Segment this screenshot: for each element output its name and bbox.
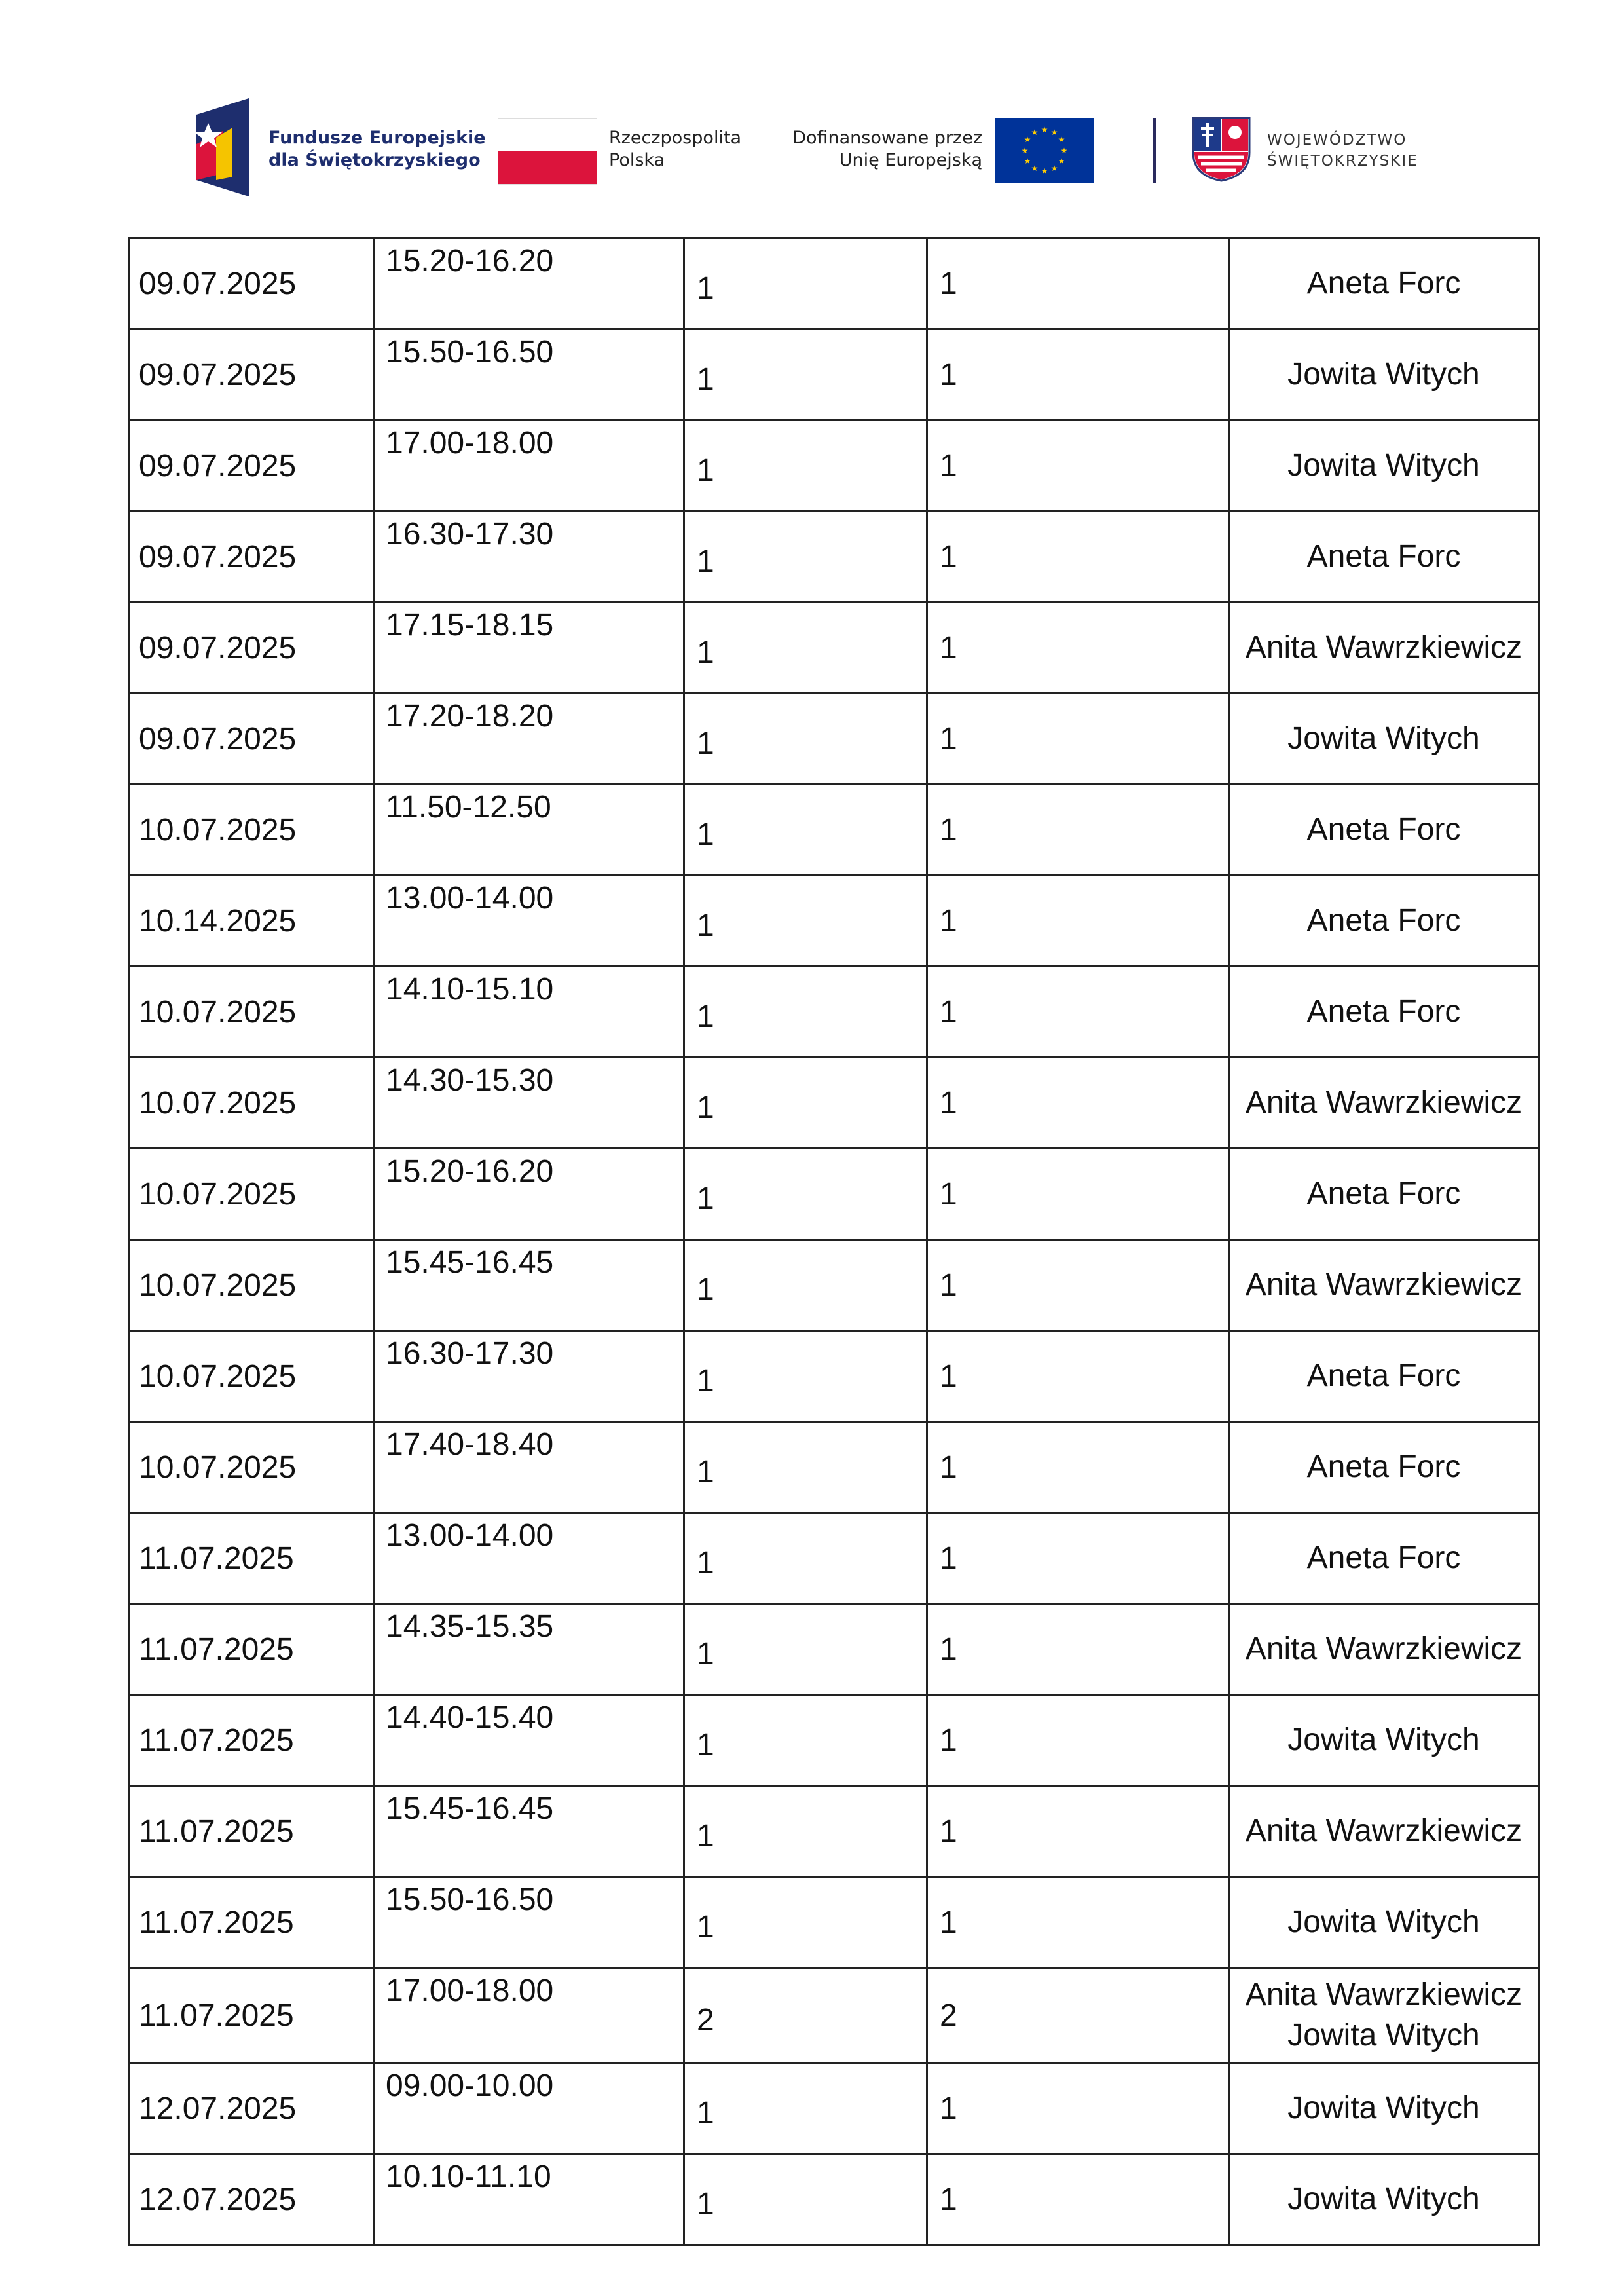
count-cell-2: 1	[927, 420, 1229, 512]
count-cell-2: 1	[927, 2154, 1229, 2245]
staff-name-cell	[1229, 876, 1539, 967]
staff-name: Anita Wawrzkiewicz	[1245, 630, 1522, 665]
date-cell: 10.07.2025	[129, 1149, 375, 1240]
count-cell-2: 1	[927, 512, 1229, 603]
table-row	[129, 1513, 1539, 1604]
count-cell-2: 1	[927, 1786, 1229, 1877]
date-cell: 09.07.2025	[129, 512, 375, 603]
staff-name: Anita Wawrzkiewicz	[1245, 1085, 1522, 1120]
date-cell: 11.07.2025	[129, 1695, 375, 1786]
table-row	[129, 876, 1539, 967]
staff-name-cell	[1229, 694, 1539, 785]
time-cell	[375, 512, 684, 603]
fundusze-europejskie-logo	[196, 98, 486, 196]
wojewodztwo-swietokrzyskie-logo	[1192, 117, 1441, 189]
svg-text:★: ★	[1041, 166, 1048, 176]
svg-text:★: ★	[1021, 146, 1029, 155]
table-row	[129, 329, 1539, 420]
staff-name: Jowita Witych	[1287, 2182, 1480, 2216]
staff-name-cell	[1229, 512, 1539, 603]
sw-logo-line1: WOJEWÓDZTWO	[1267, 132, 1407, 149]
staff-name-cell	[1229, 1786, 1539, 1877]
fe-flag-icon	[196, 98, 255, 196]
count-cell: 1	[684, 420, 927, 512]
svg-text:★: ★	[1050, 128, 1058, 137]
eu-flag-icon	[995, 118, 1094, 183]
eu-logo-text	[786, 127, 982, 172]
count-cell-2: 1	[927, 876, 1229, 967]
svg-text:★: ★	[1031, 128, 1039, 137]
time-cell	[375, 1513, 684, 1604]
time-range: 17.20-18.20	[386, 699, 554, 734]
count-cell: 1	[684, 1240, 927, 1331]
date-cell: 11.07.2025	[129, 1513, 375, 1604]
count-cell: 1	[684, 785, 927, 876]
count-cell: 1	[684, 1422, 927, 1513]
staff-name: Aneta Forc	[1306, 1176, 1461, 1211]
time-cell	[375, 238, 684, 329]
table-row	[129, 1240, 1539, 1331]
date-cell: 12.07.2025	[129, 2154, 375, 2245]
staff-name-cell	[1229, 785, 1539, 876]
count-cell-2: 1	[927, 1604, 1229, 1695]
fe-logo-line2: dla Świętokrzyskiego	[268, 150, 481, 170]
time-cell	[375, 967, 684, 1058]
date-cell: 10.07.2025	[129, 967, 375, 1058]
staff-name-cell	[1229, 1877, 1539, 1968]
date-cell: 10.07.2025	[129, 1058, 375, 1149]
date-cell: 10.07.2025	[129, 785, 375, 876]
date-cell: 10.07.2025	[129, 1331, 375, 1422]
time-cell	[375, 2063, 684, 2154]
time-range: 14.40-15.40	[386, 1700, 554, 1735]
time-range: 15.20-16.20	[386, 244, 554, 278]
count-cell: 1	[684, 1786, 927, 1877]
count-cell-2: 1	[927, 1149, 1229, 1240]
staff-name: Jowita Witych	[1287, 2018, 1480, 2053]
eu-logo-line2: Unię Europejską	[839, 150, 982, 170]
time-range: 14.30-15.30	[386, 1063, 554, 1098]
svg-text:★: ★	[1058, 135, 1065, 144]
staff-name-cell	[1229, 1422, 1539, 1513]
date-cell: 09.07.2025	[129, 238, 375, 329]
staff-name: Anita Wawrzkiewicz	[1245, 1632, 1522, 1666]
time-cell	[375, 785, 684, 876]
time-cell	[375, 329, 684, 420]
time-range: 15.45-16.45	[386, 1245, 554, 1280]
count-cell: 1	[684, 1331, 927, 1422]
count-cell: 1	[684, 2154, 927, 2245]
time-range: 11.50-12.50	[386, 790, 551, 825]
time-range: 13.00-14.00	[386, 1518, 554, 1553]
time-cell	[375, 1240, 684, 1331]
count-cell: 1	[684, 1604, 927, 1695]
date-cell: 10.14.2025	[129, 876, 375, 967]
table-row	[129, 1695, 1539, 1786]
count-cell-2: 1	[927, 1877, 1229, 1968]
coat-of-arms-icon	[1192, 117, 1251, 182]
staff-name: Jowita Witych	[1287, 1723, 1480, 1757]
table-row	[129, 1058, 1539, 1149]
staff-name: Aneta Forc	[1306, 539, 1461, 574]
staff-name-cell	[1229, 1058, 1539, 1149]
count-cell: 1	[684, 1877, 927, 1968]
staff-name: Anita Wawrzkiewicz	[1245, 1814, 1522, 1848]
time-cell	[375, 876, 684, 967]
time-cell	[375, 694, 684, 785]
date-cell: 09.07.2025	[129, 603, 375, 694]
staff-name: Jowita Witych	[1287, 448, 1480, 483]
date-cell: 11.07.2025	[129, 1604, 375, 1695]
table-row	[129, 603, 1539, 694]
schedule-table	[128, 237, 1540, 2246]
time-range: 16.30-17.30	[386, 517, 554, 551]
date-cell: 10.07.2025	[129, 1422, 375, 1513]
staff-name-cell	[1229, 420, 1539, 512]
schedule-table-body	[129, 238, 1539, 2245]
svg-text:★: ★	[1031, 164, 1039, 173]
staff-name-cell	[1229, 1240, 1539, 1331]
schedule-table-wrapper	[128, 237, 1540, 2246]
time-cell	[375, 2154, 684, 2245]
count-cell-2: 1	[927, 1422, 1229, 1513]
count-cell-2: 1	[927, 2063, 1229, 2154]
time-cell	[375, 1695, 684, 1786]
count-cell-2: 1	[927, 694, 1229, 785]
count-cell: 1	[684, 1149, 927, 1240]
staff-name-cell	[1229, 1695, 1539, 1786]
unia-europejska-logo	[786, 118, 1100, 190]
staff-name-cell	[1229, 1513, 1539, 1604]
staff-name: Anita Wawrzkiewicz	[1245, 1977, 1522, 2012]
count-cell: 1	[684, 876, 927, 967]
time-cell	[375, 1422, 684, 1513]
staff-name: Aneta Forc	[1306, 266, 1461, 301]
table-row	[129, 1422, 1539, 1513]
staff-name: Aneta Forc	[1306, 812, 1461, 847]
time-cell	[375, 1058, 684, 1149]
date-cell: 10.07.2025	[129, 1240, 375, 1331]
table-row	[129, 1149, 1539, 1240]
time-range: 14.35-15.35	[386, 1609, 554, 1644]
staff-name: Jowita Witych	[1287, 2091, 1480, 2125]
staff-name: Aneta Forc	[1306, 1449, 1461, 1484]
time-range: 15.20-16.20	[386, 1154, 554, 1189]
table-row	[129, 1331, 1539, 1422]
staff-name: Aneta Forc	[1306, 994, 1461, 1029]
date-cell: 12.07.2025	[129, 2063, 375, 2154]
staff-name-cell	[1229, 2063, 1539, 2154]
table-row	[129, 512, 1539, 603]
svg-text:★: ★	[1041, 125, 1048, 134]
date-cell: 11.07.2025	[129, 1786, 375, 1877]
time-range: 14.10-15.10	[386, 972, 554, 1007]
time-range: 10.10-11.10	[386, 2159, 551, 2194]
table-row	[129, 785, 1539, 876]
time-cell	[375, 1604, 684, 1695]
count-cell: 1	[684, 2063, 927, 2154]
count-cell-2: 1	[927, 238, 1229, 329]
staff-name-cell	[1229, 603, 1539, 694]
fe-logo-line1: Fundusze Europejskie	[268, 128, 486, 148]
time-range: 15.50-16.50	[386, 335, 554, 369]
date-cell: 09.07.2025	[129, 420, 375, 512]
count-cell-2: 1	[927, 967, 1229, 1058]
date-cell: 11.07.2025	[129, 1877, 375, 1968]
table-row	[129, 1877, 1539, 1968]
count-cell-2: 1	[927, 1695, 1229, 1786]
count-cell: 1	[684, 694, 927, 785]
staff-name-cell	[1229, 329, 1539, 420]
staff-name-cell	[1229, 2154, 1539, 2245]
count-cell: 1	[684, 512, 927, 603]
time-range: 17.15-18.15	[386, 608, 554, 643]
date-cell: 09.07.2025	[129, 329, 375, 420]
staff-name-cell	[1229, 1331, 1539, 1422]
staff-name: Aneta Forc	[1306, 903, 1461, 938]
logo-header	[196, 98, 1441, 203]
table-row	[129, 2063, 1539, 2154]
svg-text:★: ★	[1050, 164, 1058, 173]
sw-logo-line2: ŚWIĘTOKRZYSKIE	[1267, 153, 1418, 170]
svg-text:★: ★	[1024, 135, 1031, 144]
time-cell	[375, 1786, 684, 1877]
count-cell-2: 1	[927, 1513, 1229, 1604]
count-cell: 2	[684, 1968, 927, 2063]
time-range: 13.00-14.00	[386, 881, 554, 916]
table-row	[129, 1604, 1539, 1695]
table-row	[129, 2154, 1539, 2245]
count-cell-2: 1	[927, 1058, 1229, 1149]
count-cell-2: 1	[927, 329, 1229, 420]
time-cell	[375, 1877, 684, 1968]
date-cell: 09.07.2025	[129, 694, 375, 785]
time-cell	[375, 1968, 684, 2063]
time-range: 17.00-18.00	[386, 1973, 554, 2008]
count-cell: 1	[684, 967, 927, 1058]
table-row	[129, 1968, 1539, 2063]
staff-name: Jowita Witych	[1287, 721, 1480, 756]
count-cell-2: 2	[927, 1968, 1229, 2063]
count-cell-2: 1	[927, 1240, 1229, 1331]
count-cell-2: 1	[927, 1331, 1229, 1422]
count-cell: 1	[684, 329, 927, 420]
staff-name-cell	[1229, 1149, 1539, 1240]
count-cell: 1	[684, 1695, 927, 1786]
pl-logo-line2: Polska	[609, 150, 665, 170]
time-cell	[375, 420, 684, 512]
table-row	[129, 420, 1539, 512]
staff-name: Aneta Forc	[1306, 1358, 1461, 1393]
time-cell	[375, 603, 684, 694]
time-range: 15.50-16.50	[386, 1882, 554, 1917]
staff-name-cell	[1229, 1604, 1539, 1695]
rzeczpospolita-polska-logo	[498, 118, 742, 190]
eu-logo-line1: Dofinansowane przez	[792, 128, 982, 148]
count-cell: 1	[684, 1513, 927, 1604]
sw-logo-text	[1267, 130, 1418, 172]
count-cell-2: 1	[927, 603, 1229, 694]
fe-logo-text	[268, 127, 486, 172]
time-range: 09.00-10.00	[386, 2068, 554, 2103]
pl-logo-text	[609, 127, 741, 172]
table-row	[129, 1786, 1539, 1877]
svg-text:★: ★	[1024, 157, 1031, 166]
staff-name-cell	[1229, 967, 1539, 1058]
date-cell: 11.07.2025	[129, 1968, 375, 2063]
table-row	[129, 694, 1539, 785]
table-row	[129, 238, 1539, 329]
time-cell	[375, 1149, 684, 1240]
logo-divider	[1153, 118, 1156, 183]
staff-name: Anita Wawrzkiewicz	[1245, 1267, 1522, 1302]
count-cell-2: 1	[927, 785, 1229, 876]
table-row	[129, 967, 1539, 1058]
staff-name: Jowita Witych	[1287, 357, 1480, 392]
time-range: 17.00-18.00	[386, 426, 554, 460]
count-cell: 1	[684, 1058, 927, 1149]
time-cell	[375, 1331, 684, 1422]
pl-logo-line1: Rzeczpospolita	[609, 128, 742, 148]
count-cell: 1	[684, 238, 927, 329]
staff-name-cell	[1229, 238, 1539, 329]
svg-text:★: ★	[1060, 146, 1068, 155]
time-range: 16.30-17.30	[386, 1336, 554, 1371]
staff-name: Jowita Witych	[1287, 1905, 1480, 1939]
time-range: 17.40-18.40	[386, 1427, 554, 1462]
polish-flag-icon	[498, 118, 597, 185]
count-cell: 1	[684, 603, 927, 694]
staff-name-cell	[1229, 1968, 1539, 2063]
time-range: 15.45-16.45	[386, 1791, 554, 1826]
svg-text:★: ★	[1058, 157, 1065, 166]
staff-name: Aneta Forc	[1306, 1540, 1461, 1575]
